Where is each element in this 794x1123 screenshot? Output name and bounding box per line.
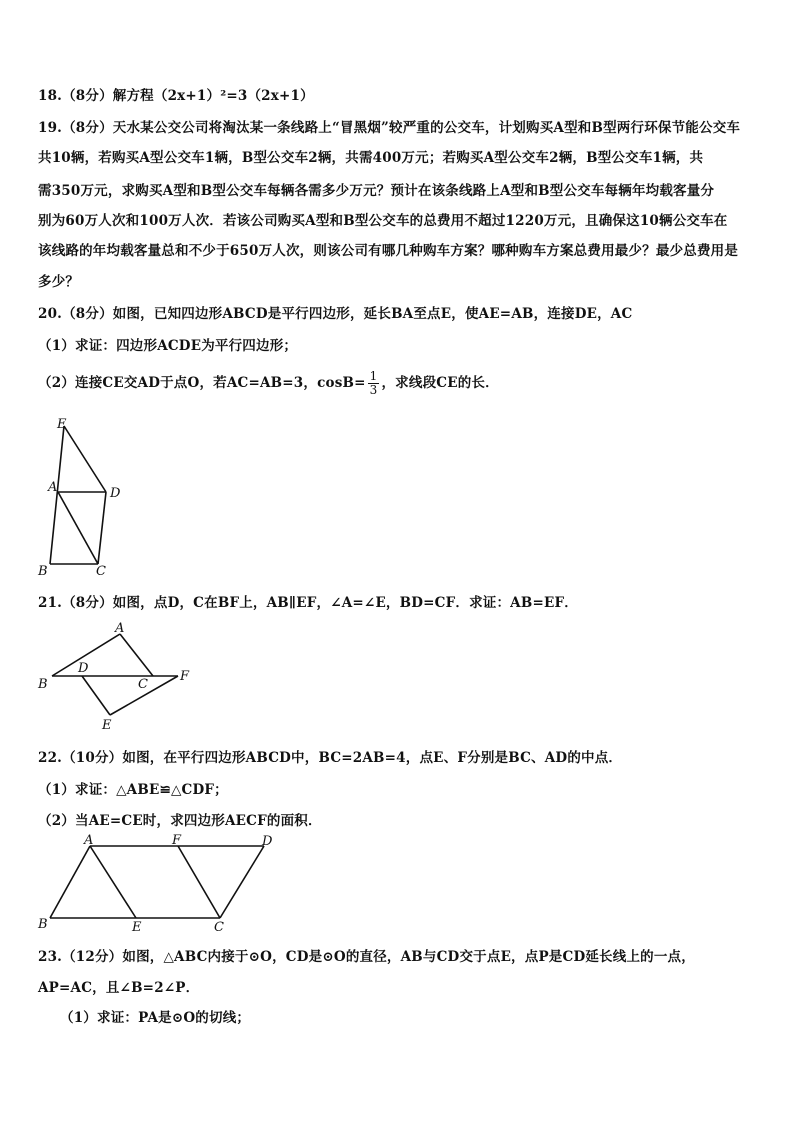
label-C: C (138, 677, 148, 692)
label-A: A (115, 621, 125, 636)
label-F: F (172, 833, 182, 848)
q22-part-2: （2）当AE=CE时，求四边形AECF的面积． (38, 813, 322, 829)
label-B: B (38, 677, 48, 692)
q20-part-2-prefix: （2）连接CE交AD于点O，若AC=AB=3，cosB= (38, 375, 366, 391)
fraction-denominator: 3 (369, 383, 378, 397)
label-D: D (110, 486, 121, 501)
q19-line-2: 共10辆，若购买A型公交车1辆，B型公交车2辆，共需400万元；若购买A型公交车2辆，B型公交车1辆，共 (38, 150, 704, 166)
q20-parallelogram-figure (30, 412, 130, 582)
label-C: C (214, 920, 224, 935)
q20-part-2 (38, 370, 499, 397)
q22-stem: 22.（10分）如图，在平行四边形ABCD中，BC=2AB=4，点E、F分别是BC、AD的中点． (38, 750, 623, 766)
q23-line-2: AP=AC，且∠B=2∠P． (38, 980, 200, 996)
q22-part-1: （1）求证：△ABE≌△CDF； (38, 782, 228, 798)
q21-triangles-figure (30, 618, 200, 733)
q19-line-1: 19.（8分）天水某公交公司将淘汰某一条线路上“冒黑烟”较严重的公交车，计划购买A型和B型两行环保节能公交车 (38, 120, 741, 136)
q18-text: 18.（8分）解方程（2x+1）²=3（2x+1） (38, 88, 314, 104)
label-D: D (78, 661, 89, 676)
q20-part-2-suffix: ，求线段CE的长． (381, 375, 499, 391)
q20-part-1: （1）求证：四边形ACDE为平行四边形； (38, 338, 298, 354)
label-E: E (57, 417, 67, 432)
fraction-numerator: 1 (369, 369, 378, 383)
q19-line-6: 多少？ (38, 274, 80, 290)
label-F: F (180, 669, 190, 684)
label-A: A (84, 833, 94, 848)
label-D: D (262, 834, 273, 849)
label-A: A (48, 480, 58, 495)
label-E: E (132, 920, 142, 935)
q19-line-4: 别为60万人次和100万人次．若该公司购买A型和B型公交车的总费用不超过1220万元，且确保这10辆公交车在 (38, 213, 728, 229)
label-C: C (96, 564, 106, 579)
q22-parallelogram-figure (30, 832, 280, 937)
q20-stem: 20.（8分）如图，已知四边形ABCD是平行四边形，延长BA至点E，使AE=AB，连接DE，AC (38, 306, 633, 322)
q19-line-5: 该线路的年均载客量总和不少于650万人次，则该公司有哪几种购车方案？哪种购车方案总费用最少？最少总费用是 (38, 243, 739, 259)
q23-part-1: （1）求证：PA是⊙O的切线； (60, 1010, 251, 1026)
label-B: B (38, 564, 48, 579)
q19-line-3: 需350万元，求购买A型和B型公交车每辆各需多少万元？预计在该条线路上A型和B型公交车每辆年均载客量分 (38, 183, 715, 199)
q23-line-1: 23.（12分）如图，△ABC内接于⊙O，CD是⊙O的直径，AB与CD交于点E，点P是CD延长线上的一点， (38, 949, 695, 965)
fraction-one-third (368, 370, 380, 397)
label-B: B (38, 917, 48, 932)
label-E: E (102, 718, 112, 733)
q21-stem: 21.（8分）如图，点D，C在BF上，AB∥EF，∠A=∠E，BD=CF．求证：AB=EF． (38, 595, 578, 611)
